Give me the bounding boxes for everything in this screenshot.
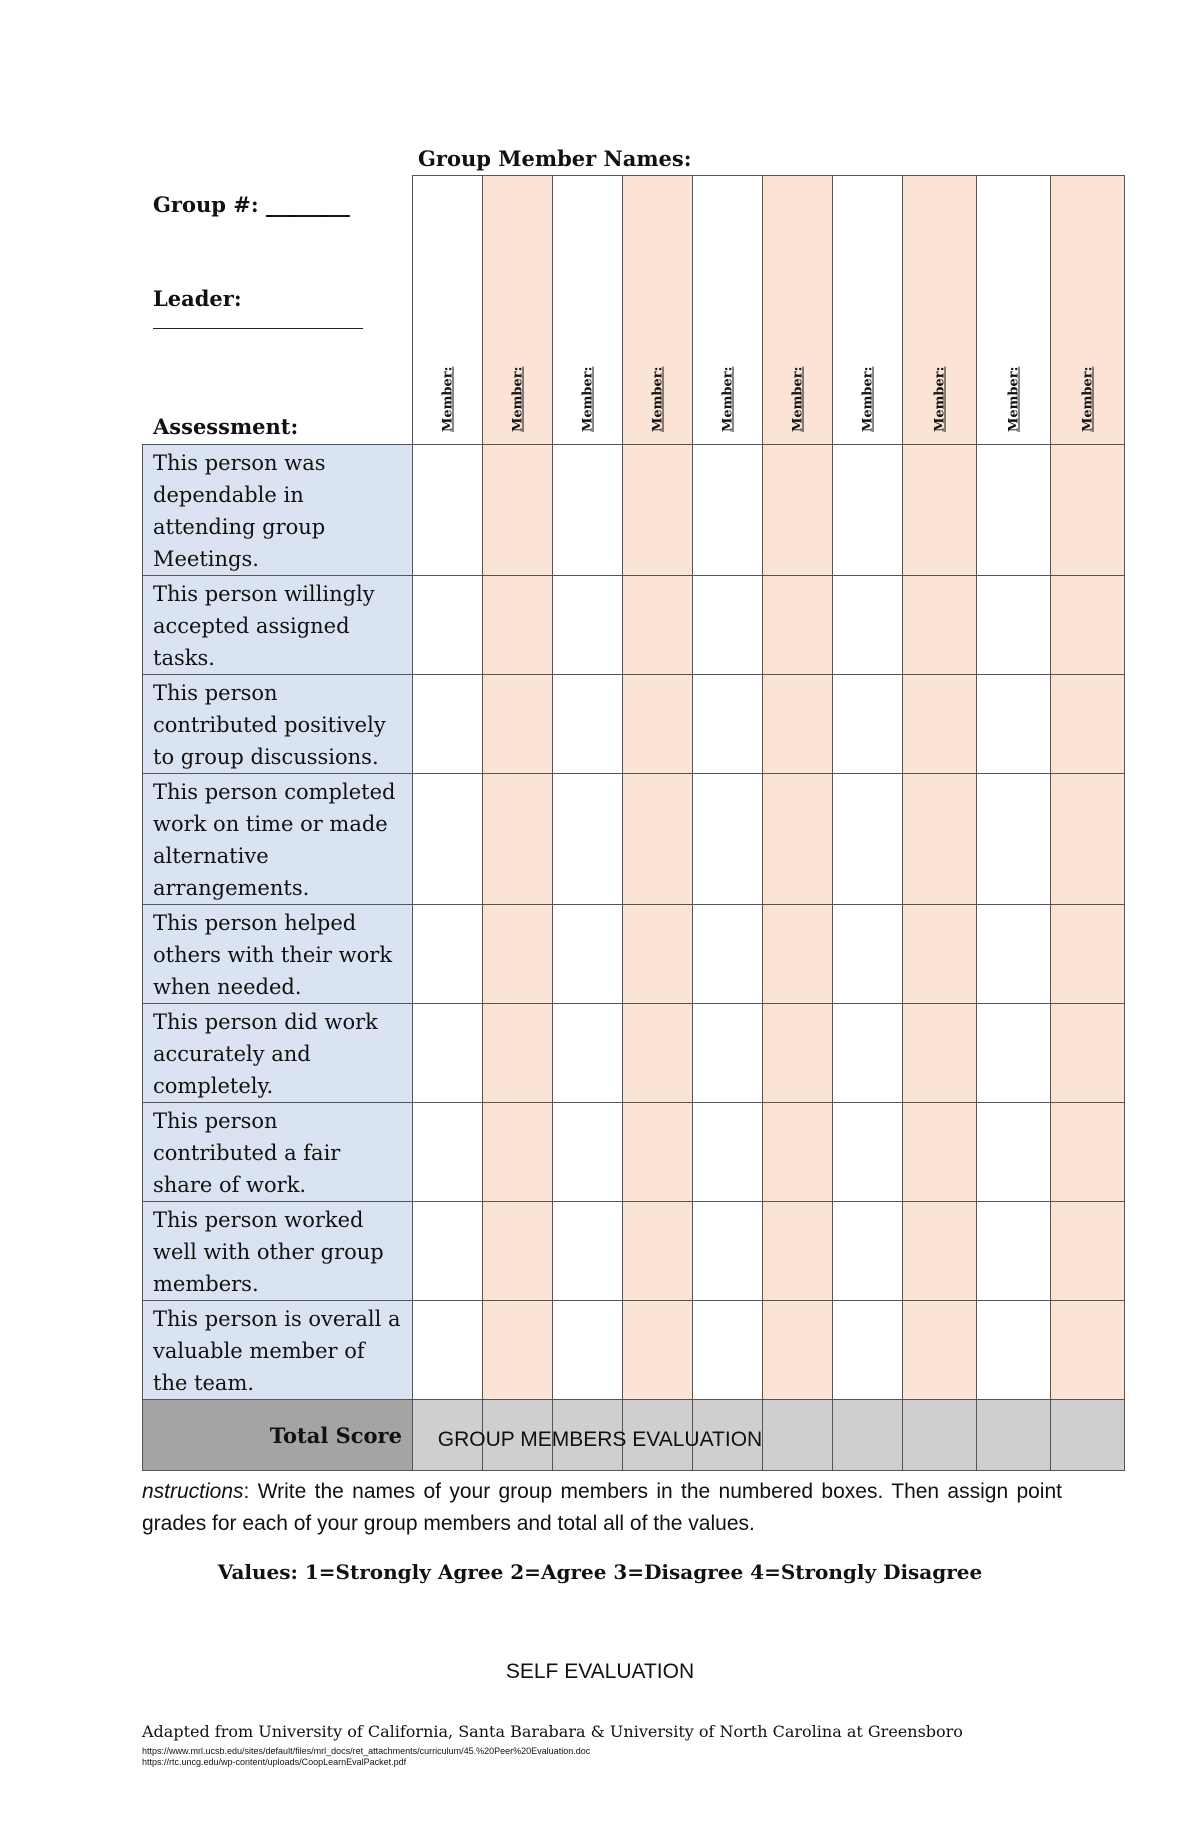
score-cell[interactable]: [623, 1301, 693, 1400]
criteria-row: [143, 675, 1125, 774]
group-member-names-title: Group Member Names:: [418, 146, 692, 171]
source-url-1[interactable]: https://www.mrl.ucsb.edu/sites/default/files/mrl_docs/ret_attachments/curriculum/45.%20Peer%20Evaluation.doc: [142, 1746, 591, 1756]
score-cell[interactable]: [833, 905, 903, 1004]
score-cell[interactable]: [833, 1301, 903, 1400]
score-cell[interactable]: [623, 905, 693, 1004]
score-cell[interactable]: [413, 1103, 483, 1202]
score-cell[interactable]: [1051, 1202, 1125, 1301]
score-cell[interactable]: [903, 1202, 977, 1301]
criteria-row: [143, 905, 1125, 1004]
score-cell[interactable]: [623, 1202, 693, 1301]
instructions-paragraph: [142, 1476, 1062, 1540]
score-cell[interactable]: [1051, 675, 1125, 774]
score-cell[interactable]: [977, 1004, 1051, 1103]
score-cell[interactable]: [483, 576, 553, 675]
score-cell[interactable]: [693, 905, 763, 1004]
score-cell[interactable]: [693, 1301, 763, 1400]
score-cell[interactable]: [483, 1202, 553, 1301]
score-cell[interactable]: [623, 576, 693, 675]
member-name-cell[interactable]: [903, 176, 977, 445]
score-cell[interactable]: [413, 1301, 483, 1400]
score-cell[interactable]: [833, 1103, 903, 1202]
member-label: Member:: [650, 366, 665, 432]
score-cell[interactable]: [903, 905, 977, 1004]
criteria-text: This person completed work on time or made alternative arrangements.: [143, 774, 413, 905]
score-cell[interactable]: [413, 1202, 483, 1301]
values-legend: Values: 1=Strongly Agree 2=Agree 3=Disagree 4=Strongly Disagree: [217, 1560, 983, 1584]
instructions-label: nstructions: [142, 1480, 244, 1503]
score-cell[interactable]: [483, 774, 553, 905]
member-label: Member:: [860, 366, 875, 432]
score-cell[interactable]: [623, 675, 693, 774]
group-number-field[interactable]: Group #: ________: [153, 192, 350, 217]
total-score-label: Total Score: [143, 1400, 413, 1471]
member-header-row: [143, 176, 1125, 445]
score-cell[interactable]: [693, 1004, 763, 1103]
score-cell[interactable]: [763, 1103, 833, 1202]
header-spacer: [143, 176, 413, 445]
criteria-text: This person worked well with other group members.: [143, 1202, 413, 1301]
score-cell[interactable]: [693, 774, 763, 905]
score-cell[interactable]: [693, 445, 763, 576]
member-name-cell[interactable]: [1051, 176, 1125, 445]
score-cell[interactable]: [413, 576, 483, 675]
score-cell[interactable]: [1051, 1004, 1125, 1103]
score-cell[interactable]: [413, 1004, 483, 1103]
member-label: Member:: [1080, 366, 1095, 432]
score-cell[interactable]: [833, 774, 903, 905]
member-label: Member:: [790, 366, 805, 432]
score-cell[interactable]: [977, 1202, 1051, 1301]
score-cell[interactable]: [553, 1103, 623, 1202]
score-cell[interactable]: [833, 576, 903, 675]
score-cell[interactable]: [693, 1202, 763, 1301]
criteria-row: [143, 576, 1125, 675]
score-cell[interactable]: [623, 1103, 693, 1202]
criteria-row: [143, 1301, 1125, 1400]
self-evaluation-title: SELF EVALUATION: [505, 1660, 695, 1683]
member-label: Member:: [932, 366, 947, 432]
score-cell[interactable]: [1051, 1103, 1125, 1202]
member-label: Member:: [720, 366, 735, 432]
criteria-row: [143, 774, 1125, 905]
score-cell[interactable]: [977, 675, 1051, 774]
score-cell[interactable]: [553, 905, 623, 1004]
member-name-cell[interactable]: [623, 176, 693, 445]
score-cell[interactable]: [553, 1301, 623, 1400]
source-url-2[interactable]: https://rtc.uncg.edu/wp-content/uploads/CoopLearnEvalPacket.pdf: [142, 1757, 407, 1767]
score-cell[interactable]: [903, 1103, 977, 1202]
score-cell[interactable]: [1051, 905, 1125, 1004]
score-cell[interactable]: [903, 576, 977, 675]
score-cell[interactable]: [693, 1103, 763, 1202]
score-cell[interactable]: [483, 1103, 553, 1202]
score-cell[interactable]: [553, 1202, 623, 1301]
criteria-row: [143, 1103, 1125, 1202]
score-cell[interactable]: [623, 774, 693, 905]
score-cell[interactable]: [977, 576, 1051, 675]
score-cell[interactable]: [977, 905, 1051, 1004]
score-cell[interactable]: [763, 675, 833, 774]
score-cell[interactable]: [977, 1301, 1051, 1400]
criteria-text: This person did work accurately and completely.: [143, 1004, 413, 1103]
assessment-label: Assessment:: [153, 414, 299, 439]
criteria-text: This person helped others with their work when needed.: [143, 905, 413, 1004]
score-cell[interactable]: [483, 1004, 553, 1103]
instructions-text: : Write the names of your group members in the numbered boxes. Then assign point grades for each of your group members and total all of the values.: [142, 1480, 1062, 1535]
score-cell[interactable]: [413, 905, 483, 1004]
score-cell[interactable]: [483, 1301, 553, 1400]
leader-label: Leader:: [153, 286, 242, 311]
score-cell[interactable]: [903, 445, 977, 576]
score-cell[interactable]: [763, 774, 833, 905]
adapted-from-credit: Adapted from University of California, Santa Barabara & University of North Carolina at Greensboro: [142, 1722, 963, 1741]
member-name-cell[interactable]: [693, 176, 763, 445]
member-name-cell[interactable]: [553, 176, 623, 445]
member-label: Member:: [1006, 366, 1021, 432]
criteria-row: [143, 445, 1125, 576]
score-cell[interactable]: [833, 675, 903, 774]
criteria-text: This person is overall a valuable member of the team.: [143, 1301, 413, 1400]
score-cell[interactable]: [553, 445, 623, 576]
score-cell[interactable]: [833, 445, 903, 576]
score-cell[interactable]: [413, 774, 483, 905]
score-cell[interactable]: [763, 1301, 833, 1400]
score-cell[interactable]: [553, 1004, 623, 1103]
score-cell[interactable]: [1051, 774, 1125, 905]
score-cell[interactable]: [763, 1004, 833, 1103]
member-name-cell[interactable]: [977, 176, 1051, 445]
criteria-text: This person was dependable in attending group Meetings.: [143, 445, 413, 576]
score-cell[interactable]: [1051, 1301, 1125, 1400]
score-cell[interactable]: [483, 675, 553, 774]
member-name-cell[interactable]: [483, 176, 553, 445]
score-cell[interactable]: [903, 675, 977, 774]
score-cell[interactable]: [693, 576, 763, 675]
criteria-text: This person contributed a fair share of work.: [143, 1103, 413, 1202]
score-cell[interactable]: [903, 1004, 977, 1103]
score-cell[interactable]: [1051, 576, 1125, 675]
score-cell[interactable]: [623, 1004, 693, 1103]
score-cell[interactable]: [413, 445, 483, 576]
score-cell[interactable]: [413, 675, 483, 774]
member-label: Member:: [510, 366, 525, 432]
criteria-row: [143, 1004, 1125, 1103]
score-cell[interactable]: [483, 445, 553, 576]
score-cell[interactable]: [977, 774, 1051, 905]
score-cell[interactable]: [977, 1103, 1051, 1202]
group-members-evaluation-title: GROUP MEMBERS EVALUATION: [437, 1428, 763, 1451]
peer-evaluation-table: [142, 175, 1125, 1471]
score-cell[interactable]: [763, 576, 833, 675]
score-cell[interactable]: [483, 905, 553, 1004]
score-cell[interactable]: [553, 675, 623, 774]
score-cell[interactable]: [977, 445, 1051, 576]
score-cell[interactable]: [553, 774, 623, 905]
score-cell[interactable]: [833, 1004, 903, 1103]
member-name-cell[interactable]: [833, 176, 903, 445]
criteria-row: [143, 1202, 1125, 1301]
criteria-text: This person willingly accepted assigned tasks.: [143, 576, 413, 675]
score-cell[interactable]: [623, 445, 693, 576]
score-cell[interactable]: [553, 576, 623, 675]
score-cell[interactable]: [763, 445, 833, 576]
member-label: Member:: [580, 366, 595, 432]
criteria-rows: [143, 445, 1125, 1400]
score-cell[interactable]: [1051, 445, 1125, 576]
member-name-cell[interactable]: [763, 176, 833, 445]
score-cell[interactable]: [903, 1301, 977, 1400]
score-cell[interactable]: [903, 774, 977, 905]
score-cell[interactable]: [833, 1202, 903, 1301]
criteria-text: This person contributed positively to group discussions.: [143, 675, 413, 774]
score-cell[interactable]: [763, 905, 833, 1004]
score-cell[interactable]: [693, 675, 763, 774]
score-cell[interactable]: [763, 1202, 833, 1301]
member-name-cell[interactable]: [413, 176, 483, 445]
member-label: Member:: [440, 366, 455, 432]
